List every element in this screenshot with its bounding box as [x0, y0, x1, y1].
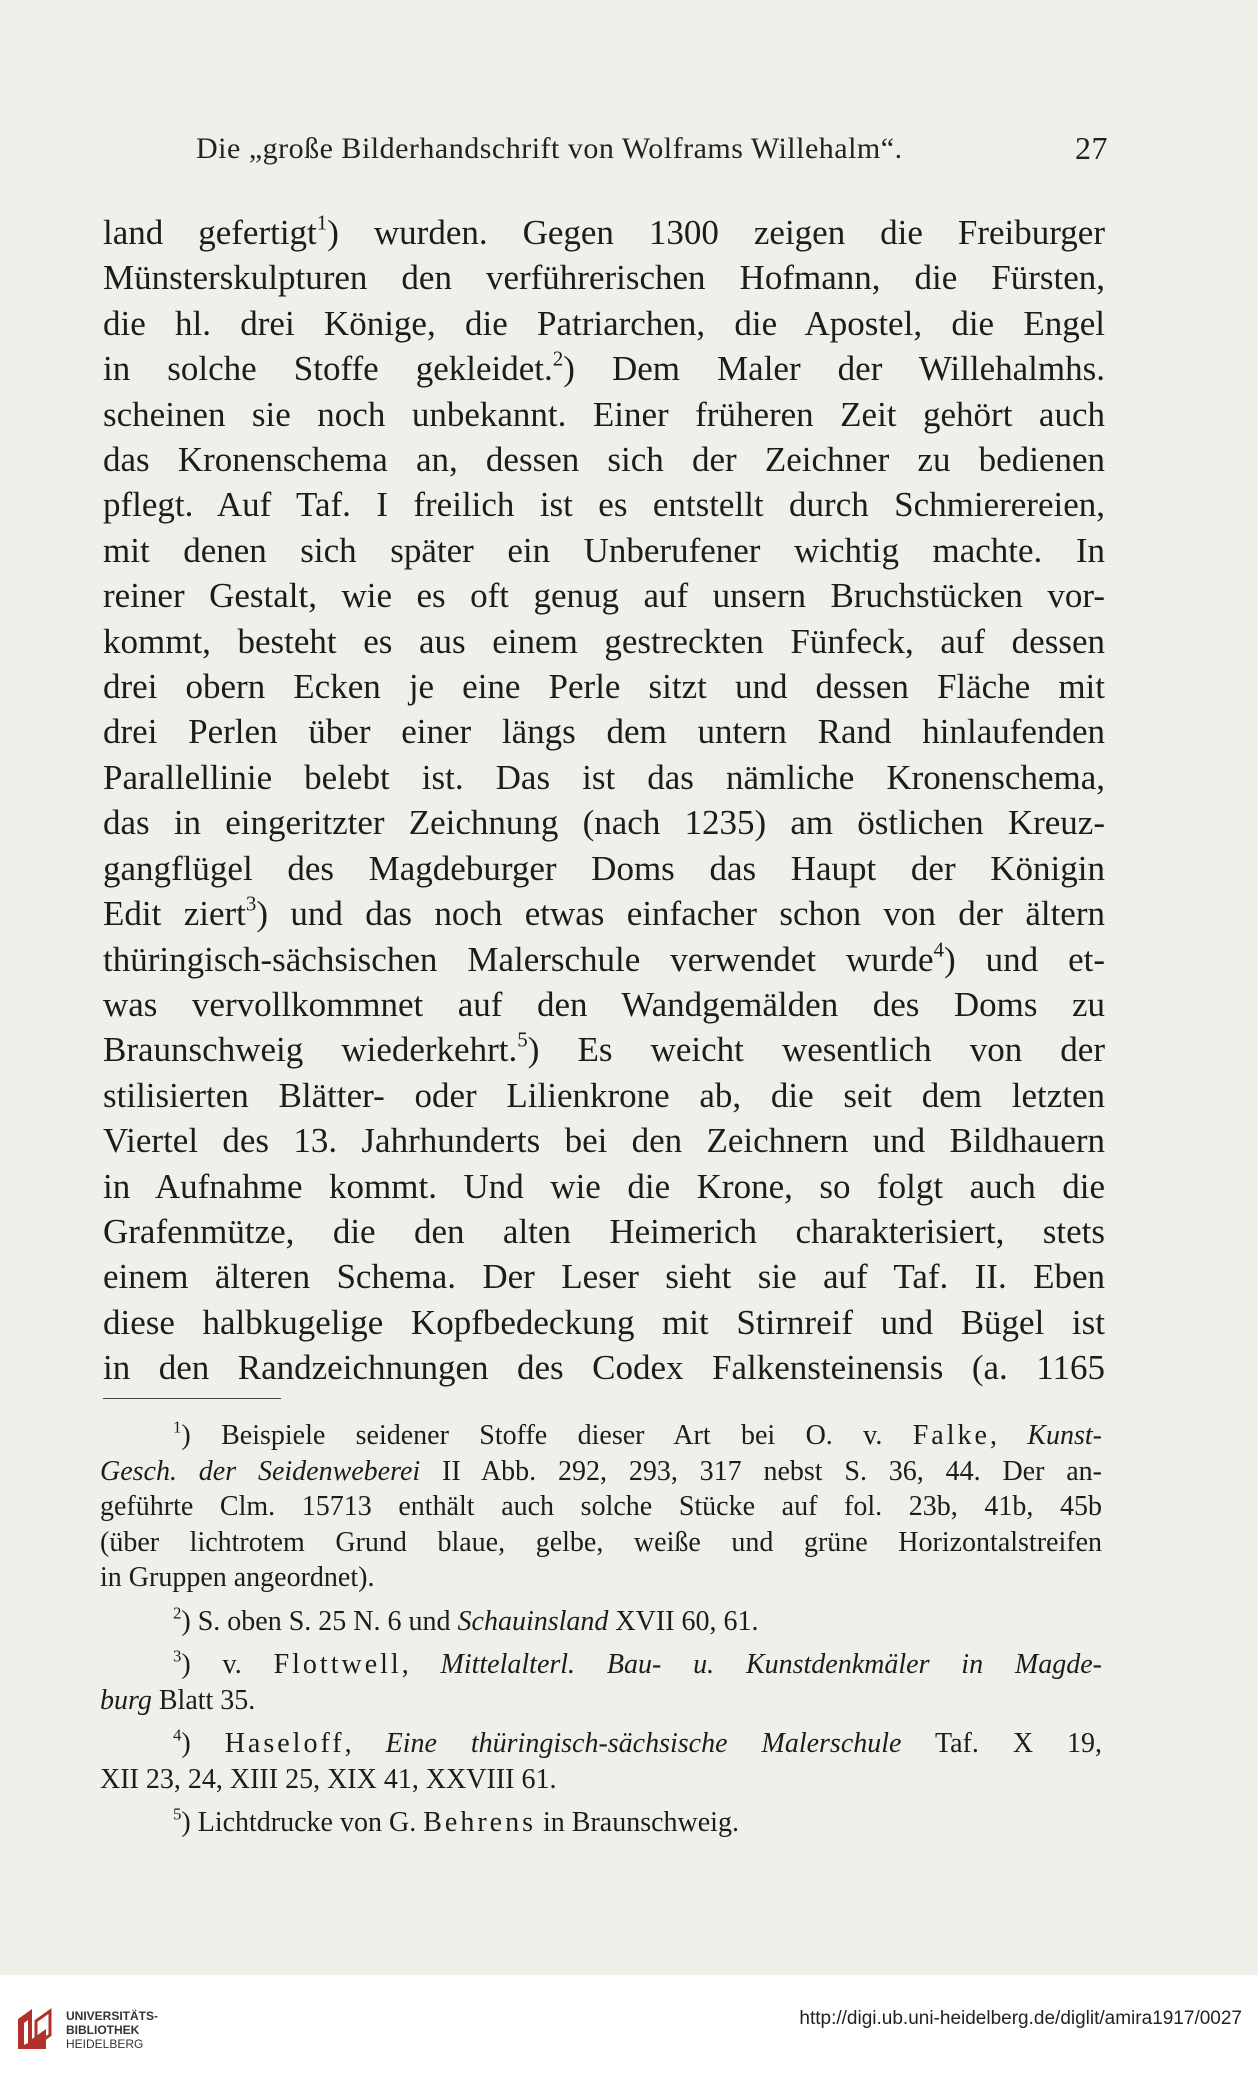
body-line: pflegt. Auf Taf. I freilich ist es entstellt durch Schmierereien, [103, 485, 1105, 525]
footnote-5: $^5$) Lichtdrucke von G. Behrens in Braunschweig. [173, 1804, 739, 1838]
body-line: in solche Stoffe gekleidet.$^2$) Dem Maler der Willehalmhs. [103, 346, 1105, 389]
footnote-4-line-2: XII 23, 24, XIII 25, XIX 41, XXVIII 61. [100, 1763, 557, 1795]
body-line: in Aufnahme kommt. Und wie die Krone, so folgt auch die [103, 1166, 1105, 1206]
page-number: 27 [1075, 130, 1108, 166]
viewer-footer [0, 1975, 1258, 2087]
body-line: drei obern Ecken je eine Perle sitzt und dessen Fläche mit [103, 667, 1105, 707]
body-line: Parallellinie belebt ist. Das ist das nämliche Kronenschema, [103, 757, 1105, 797]
footnote-1-line-2: Gesch. der Seidenweberei II Abb. 292, 293, 317 nebst S. 36, 44. Der an- [100, 1455, 1102, 1487]
body-line: land gefertigt$^1$) wurden. Gegen 1300 zeigen die Freiburger [103, 210, 1105, 252]
body-line: mit denen sich später ein Unberufener wichtig machte. In [103, 530, 1105, 570]
body-line: die hl. drei Könige, die Patriarchen, die Apostel, die Engel [103, 303, 1105, 343]
footnote-3-line-1: $^3$) v. Flottwell, Mittelalterl. Bau- u. Kunstdenkmäler in Magde- [173, 1646, 1102, 1680]
body-line: Grafenmütze, die den alten Heimerich charakterisiert, stets [103, 1211, 1105, 1251]
body-line: drei Perlen über einer längs dem untern Rand hinlaufenden [103, 712, 1105, 752]
footnote-3-line-2: burg Blatt 35. [100, 1684, 256, 1716]
footnote-mark[interactable]: 1 [316, 210, 328, 235]
body-line: einem älteren Schema. Der Leser sieht sie auf Taf. II. Eben [103, 1257, 1105, 1297]
footnote-mark[interactable]: 4 [933, 936, 944, 961]
running-header [196, 132, 1108, 166]
permalink-url[interactable]: http://digi.ub.uni-heidelberg.de/diglit/amira1917/0027 [799, 2008, 1242, 2029]
footnotes [100, 1418, 1102, 1841]
footnote-2: $^2$) S. oben S. 25 N. 6 und Schauinsland XVII 60, 61. [173, 1602, 759, 1637]
footnote-mark[interactable]: 3 [245, 891, 257, 916]
body-line: scheinen sie noch unbekannt. Einer früheren Zeit gehört auch [103, 394, 1105, 434]
body-line: kommt, besteht es aus einem gestreckten Fünfeck, auf dessen [103, 621, 1105, 661]
footnote-1-line-4: (über lichtrotem Grund blaue, gelbe, weiße und grüne Horizontalstreifen [100, 1526, 1102, 1558]
body-line: diese halbkugelige Kopfbedeckung mit Stirnreif und Bügel ist [103, 1302, 1105, 1342]
body-line: was vervollkommnet auf den Wandgemälden des Doms zu [103, 984, 1105, 1024]
body-text [103, 210, 1105, 1391]
body-line: Münsterskulpturen den verführerischen Hofmann, die Fürsten, [103, 258, 1105, 298]
body-line: Edit ziert$^3$) und das noch etwas einfacher schon von der ältern [103, 891, 1105, 934]
body-line: reiner Gestalt, wie es oft genug auf unsern Bruchstücken vor- [103, 576, 1105, 616]
footnote-1-line-1: $^1$) Beispiele seidener Stoffe dieser Art bei O. v. Falke, Kunst- [173, 1417, 1102, 1451]
body-line: stilisierten Blätter- oder Lilienkrone ab, die seit dem letzten [103, 1075, 1105, 1115]
footnote-4-line-1: $^4$) Haseloff, Eine thüringisch-sächsische Malerschule Taf. X 19, [173, 1725, 1103, 1759]
footnote-1-line-3: geführte Clm. 15713 enthält auch solche Stücke auf fol. 23b, 41b, 45b [100, 1491, 1102, 1522]
body-line: das Kronenschema an, dessen sich der Zeichner zu bedienen [103, 440, 1105, 480]
body-line: gangflügel des Magdeburger Doms das Haupt der Königin [103, 848, 1105, 888]
footnote-mark[interactable]: 5 [517, 1027, 528, 1052]
body-line: Braunschweig wiederkehrt.$^5$) Es weicht wesentlich von der [103, 1027, 1105, 1070]
body-line: Viertel des 13. Jahrhunderts bei den Zeichnern und Bildhauern [103, 1121, 1105, 1161]
footnote-divider [103, 1398, 281, 1399]
footnote-1-line-5: in Gruppen angeordnet). [100, 1562, 375, 1593]
library-name: UNIVERSITÄTS- BIBLIOTHEK HEIDELBERG [66, 2009, 159, 2051]
body-line: in den Randzeichnungen des Codex Falkensteinensis (a. 1165 [103, 1348, 1105, 1388]
footnote-mark[interactable]: 2 [552, 346, 564, 371]
body-line: das in eingeritzter Zeichnung (nach 1235) am östlichen Kreuz- [103, 803, 1105, 843]
running-title: Die „große Bilderhandschrift von Wolframs Willehalm“. [196, 132, 903, 165]
library-logo-icon [14, 2005, 54, 2051]
body-line: thüringisch-sächsischen Malerschule verwendet wurde$^4$) und et- [103, 936, 1105, 979]
